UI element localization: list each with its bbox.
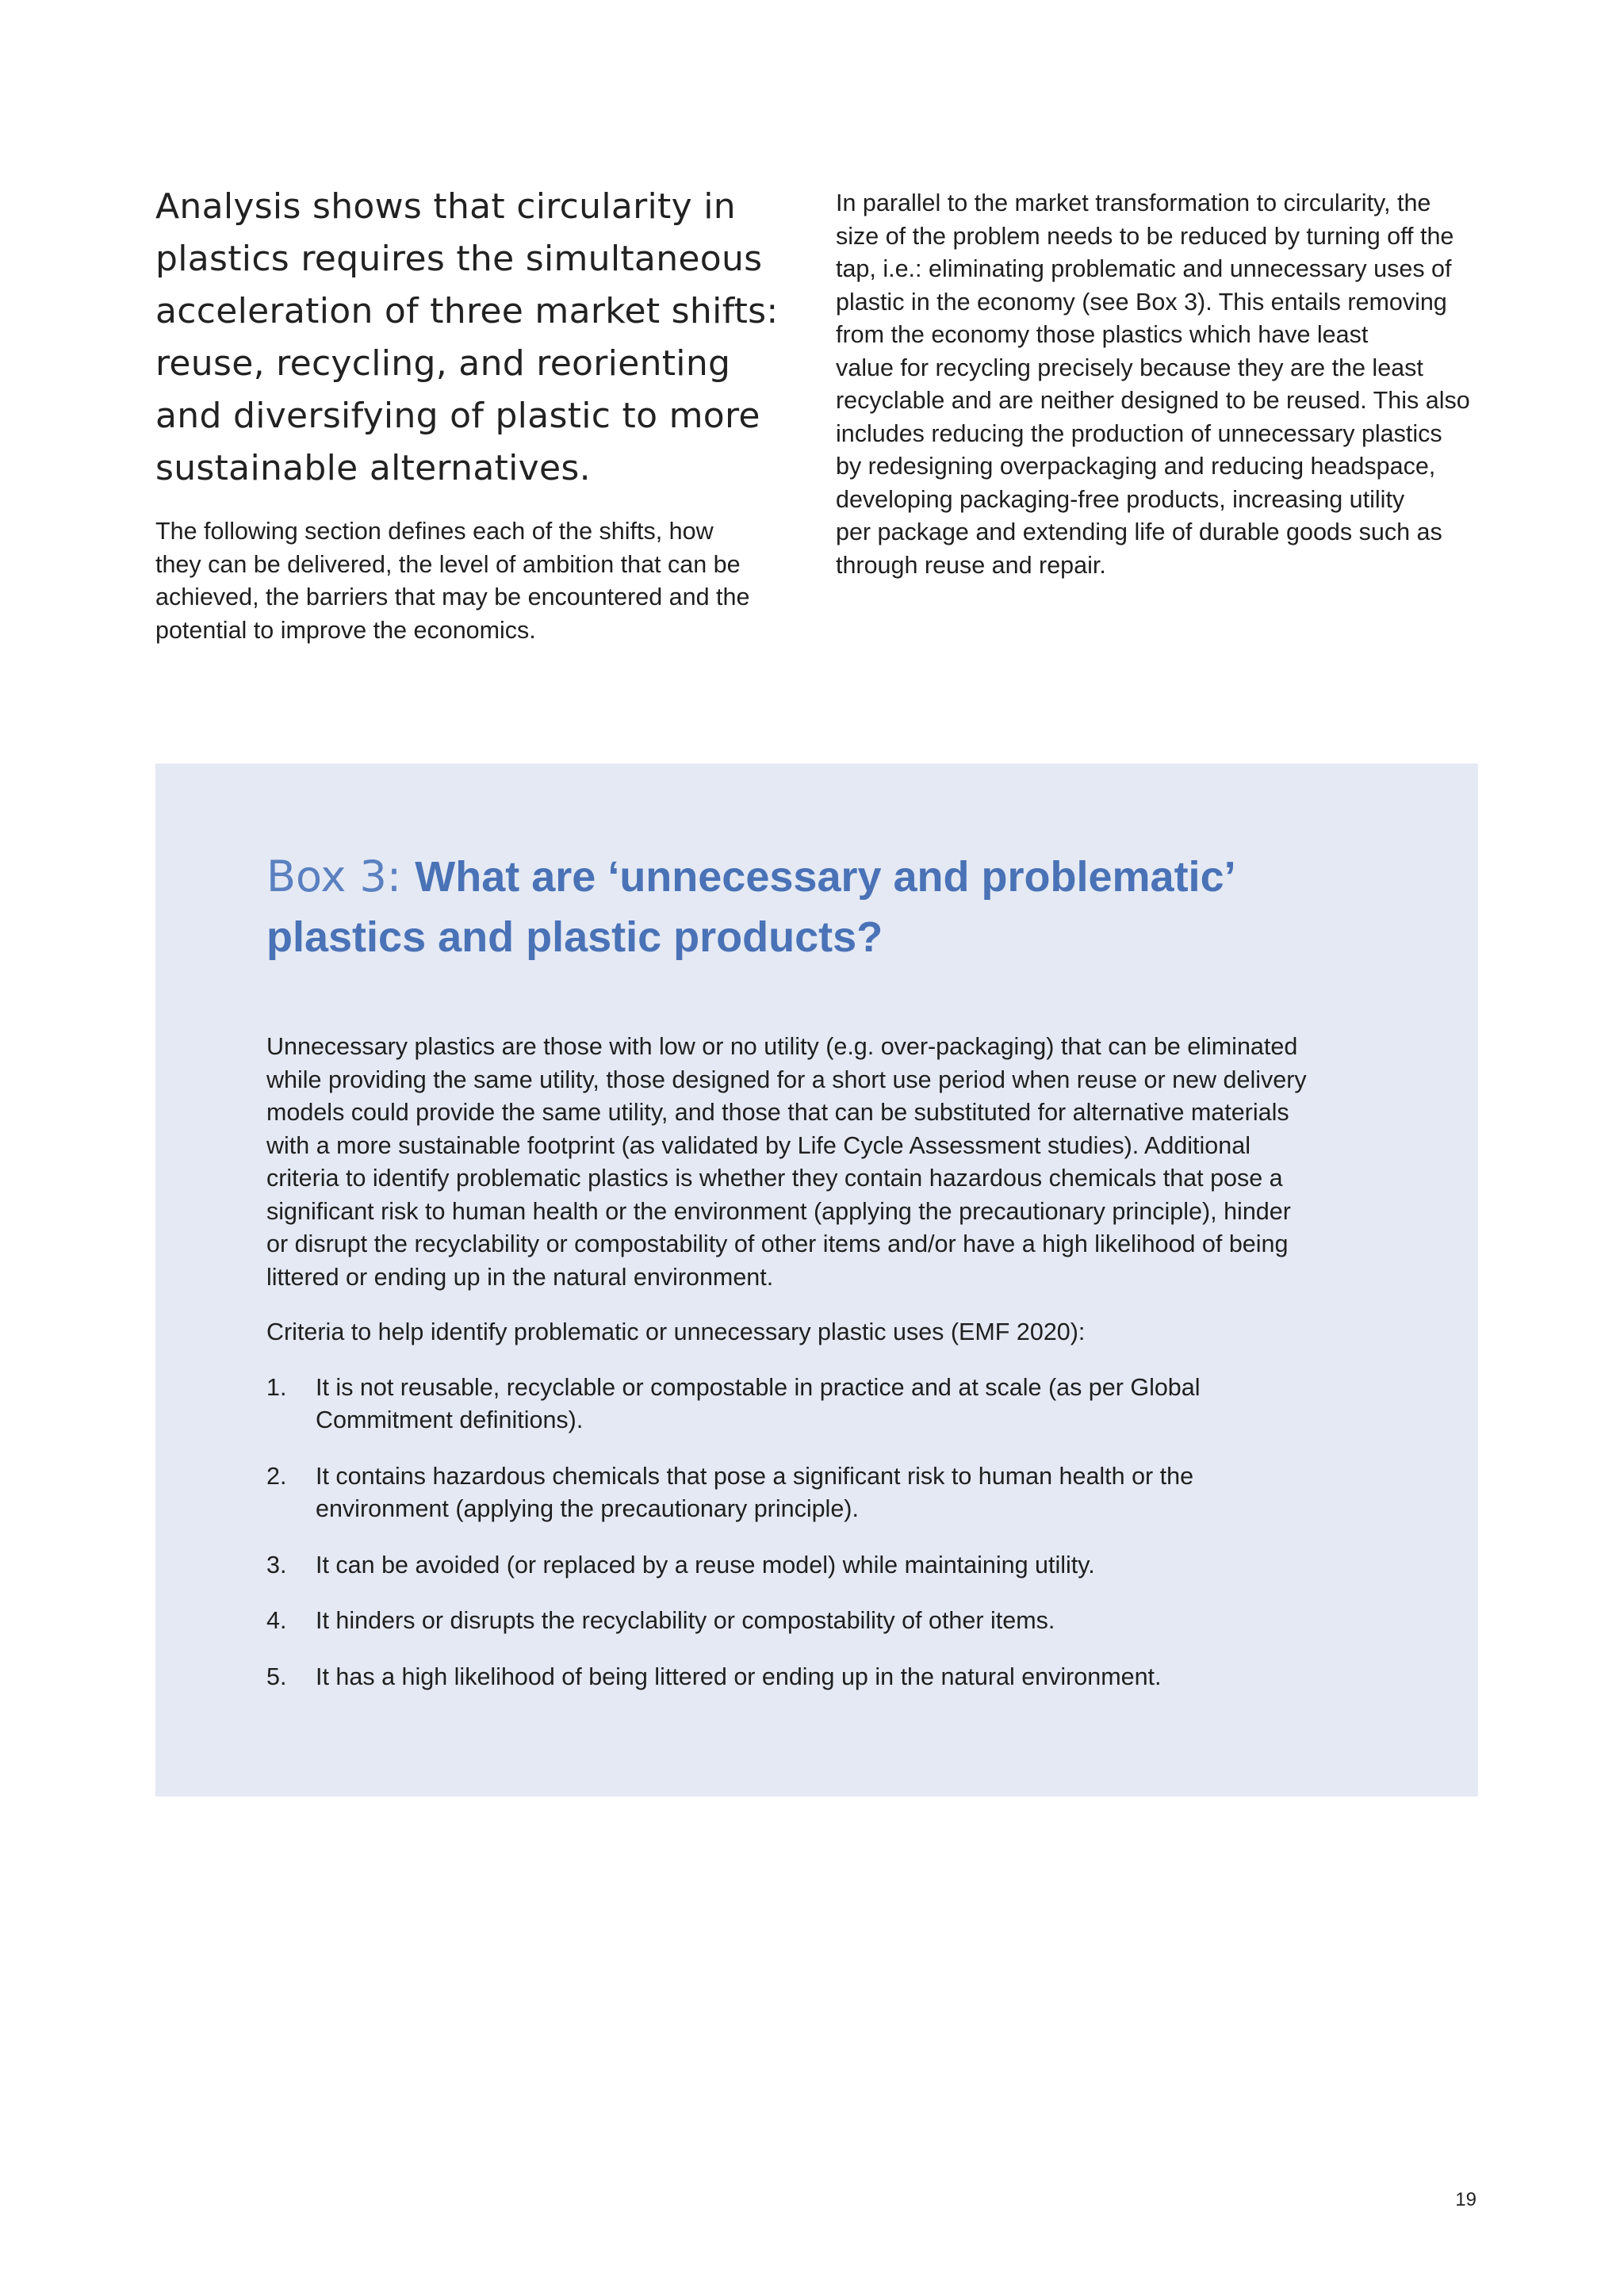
criteria-item [266,1372,1321,1437]
section-intro-paragraph: The following section defines each of the shifts, how they can be delivered, the level of ambition that can be achieved, the barriers that may be encountered and the potential to improve the economics. [155,518,750,644]
criteria-item [266,1460,1321,1526]
criteria-number: 5. [266,1663,287,1690]
criteria-text: It is not reusable, recyclable or compostable in practice and at scale (as per Global Commitment definitions). [316,1373,1201,1433]
criteria-list [266,1372,1321,1694]
criteria-text: It has a high likelihood of being littered or ending up in the natural environment. [316,1663,1162,1690]
criteria-number: 3. [266,1551,287,1578]
box-3-content [266,847,1321,1716]
box-3-title [266,847,1321,967]
box-3-label: Box 3: [266,851,416,901]
turning-off-tap-paragraph: In parallel to the market transformation to circularity, the size of the problem needs to be reduced by turning off the tap, i.e.: eliminating problematic and unnecessary uses of plastic in the economy (see Box 3). This entails removing from the economy those plastics which have least value for recycling precisely because they are the least recyclable and are neither designed to be reused. This also includes reducing the production of unnecessary plastics by redesigning overpackaging and reducing headspace, developing packaging-free products, increasing utility per package and extending life of durable goods such as through reuse and repair. [836,189,1470,579]
criteria-text: It hinders or disrupts the recyclability or compostability of other items. [316,1607,1055,1634]
criteria-item [266,1549,1321,1582]
page-number: 19 [1455,2189,1477,2210]
criteria-item [266,1661,1321,1694]
box-3-callout [155,763,1478,1797]
criteria-text: It can be avoided (or replaced by a reuse model) while maintaining utility. [316,1551,1095,1578]
box-3-body-paragraph: Unnecessary plastics are those with low or no utility (e.g. over-packaging) that can be eliminated while providing the same utility, those designed for a short use period when reuse or new delivery models could provide the same utility, and those that can be substituted for alternative materials with a more sustainable footprint (as validated by Life Cycle Assessment studies). Additional criteria to identify problematic plastics is whether they contain hazardous chemicals that pose a significant risk to human health or the environment (applying the precautionary principle), hinder or disrupt the recyclability or compostability of other items and/or have a high likelihood of being littered or ending up in the natural environment. [266,1033,1307,1291]
lead-statement: Analysis shows that circularity in plastics requires the simultaneous acceleration of three market shifts: reuse, recycling, and reorienting and diversifying of plastic to more sustainable alternatives. [155,186,779,488]
criteria-number: 4. [266,1607,287,1634]
right-column [836,187,1494,582]
criteria-item [266,1605,1321,1638]
criteria-intro: Criteria to help identify problematic or unnecessary plastic uses (EMF 2020): [266,1318,1086,1345]
left-column [155,181,782,647]
criteria-number: 1. [266,1373,287,1401]
box-3-question: What are ‘unnecessary and problematic’ plastics and plastic products? [266,853,1234,961]
criteria-number: 2. [266,1462,287,1490]
criteria-text: It contains hazardous chemicals that pose a significant risk to human health or the environment (applying the precautionary principle). [316,1462,1194,1522]
